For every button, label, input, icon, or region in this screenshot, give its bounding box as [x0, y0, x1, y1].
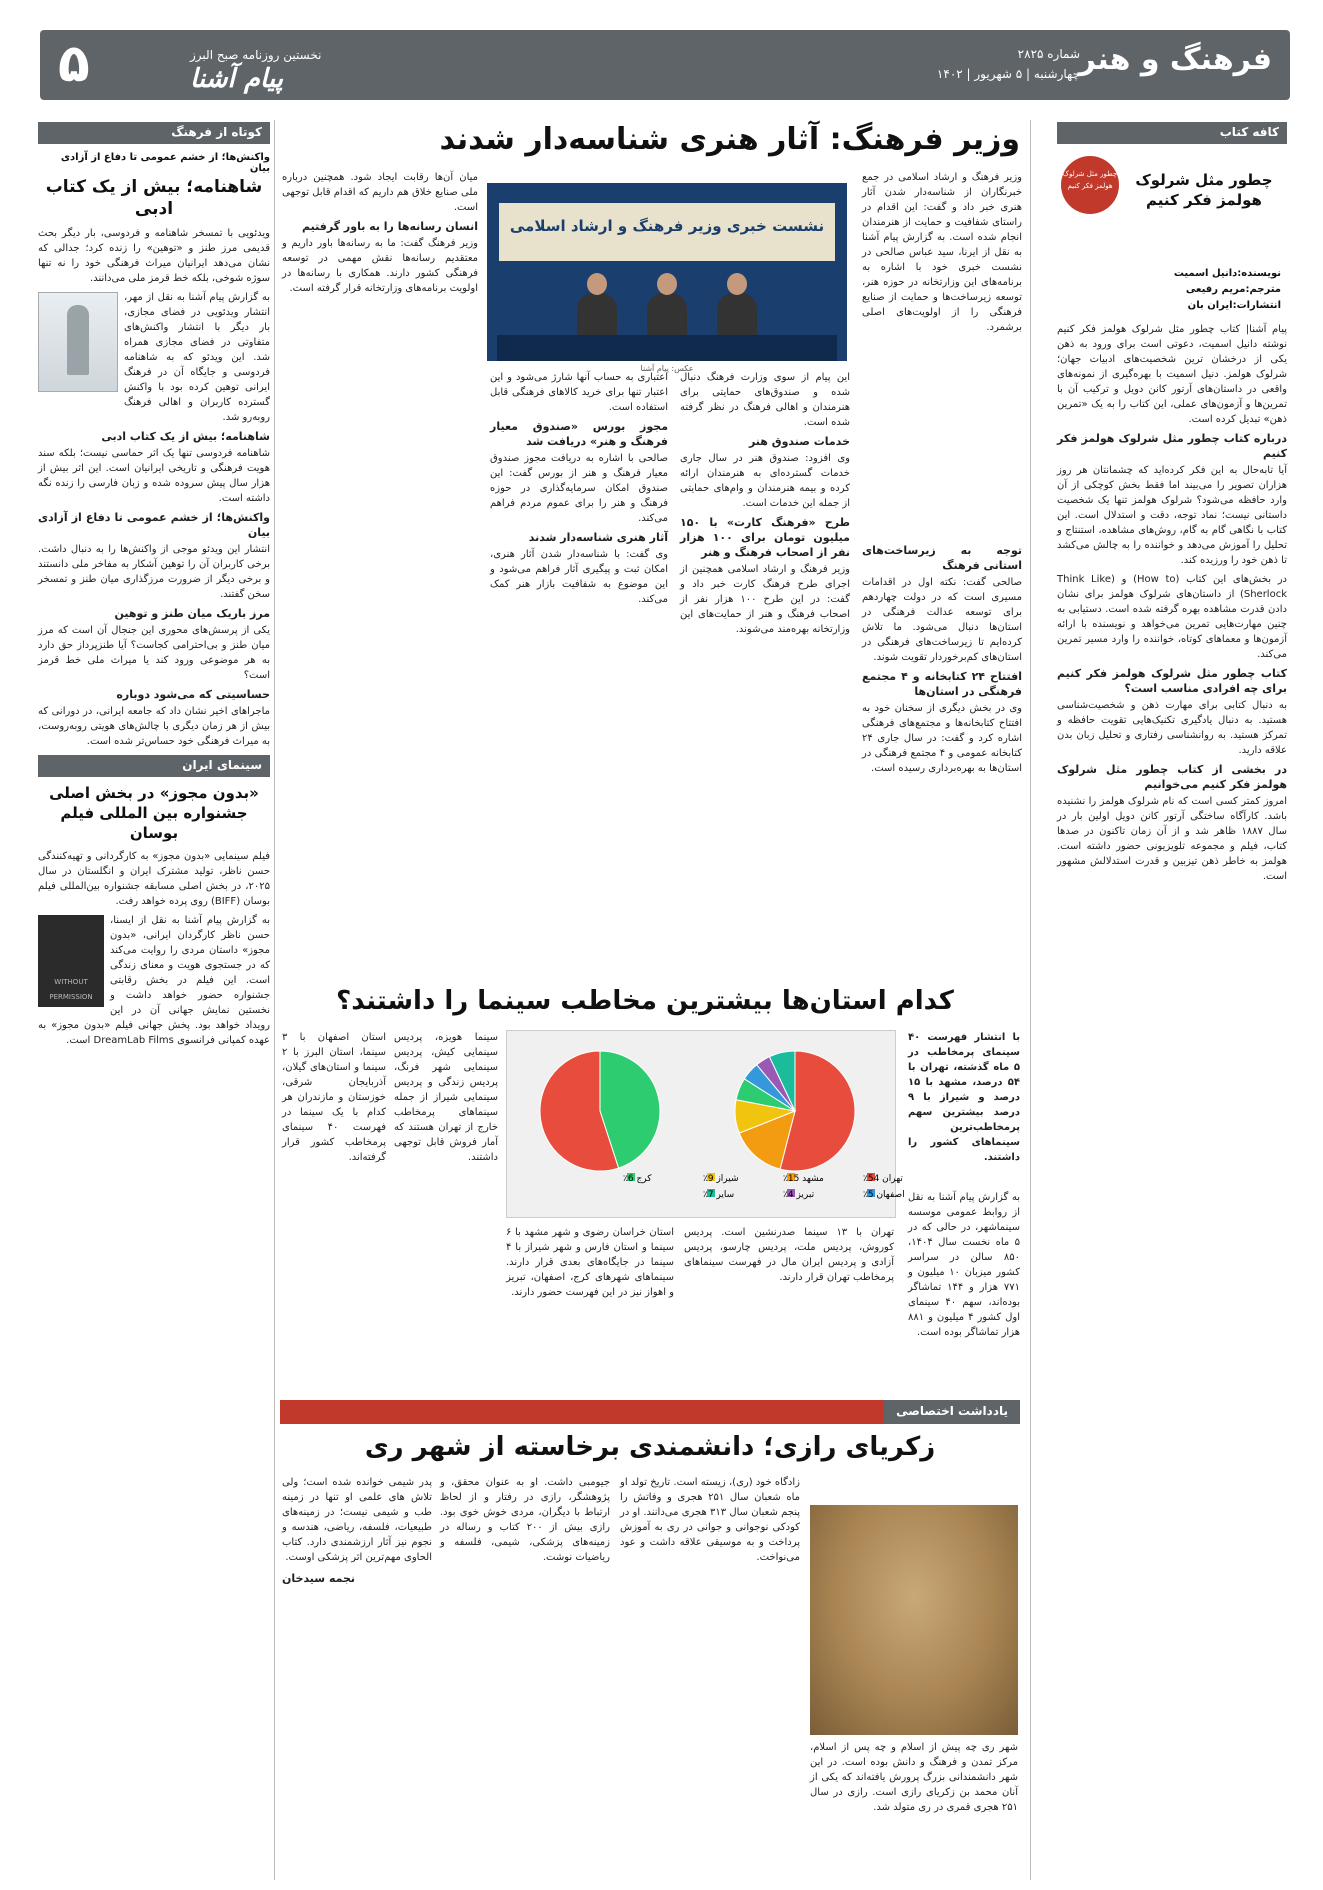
iran-cinema-heading: سینمای ایران	[38, 755, 270, 777]
shahnameh-subheading: حساسیتی که می‌شود دوباره	[116, 688, 270, 701]
person-head	[587, 273, 607, 295]
cinema-charts	[506, 1030, 905, 1218]
column-divider	[274, 120, 275, 1880]
shahnameh-kicker: واکنش‌ها؛ از خشم عمومی تا دفاع از آزادی بیان	[60, 152, 270, 174]
shahnameh-title: شاهنامه؛ بیش از یک کتاب ادبی	[45, 177, 263, 219]
shahnameh-body	[38, 226, 270, 749]
main-paragraph: وی در بخش دیگری از سخنان خود به افتتاح کتابخانه‌ها و مجتمع‌های فرهنگی اشاره کرد و گفت: در سال جاری ۲۴ کتابخانه عمومی و ۴ مجتمع فرهنگی در استان‌ها به بهره‌برداری رسیده است.	[862, 703, 1022, 774]
cinema-paragraph: سینما هویزه، پردیس سینمایی کیش، پردیس سینمایی شهر فرنگ، پردیس زندگی و پردیس سینمایی شیراز از جمله سینماهای پرمخاطب خارج از تهران هستند که آمار فروش قابل توجهی داشتند.	[394, 1032, 498, 1163]
ferdowsi-statue-image	[38, 292, 118, 392]
book-subheading: درباره کتاب چطور مثل شرلوک هولمز فکر کنیم	[1057, 432, 1287, 460]
shahnameh-paragraph: یکی از پرسش‌های محوری این جنجال آن است که مرز میان طنز و بی‌احترامی کجاست؟ آیا طنزپرداز حق دارد به هر موضوعی ورود کند یا میراث ملی خط قرمز است؟	[38, 625, 270, 681]
main-subheading: طرح «فرهنگ کارت» با ۱۵۰ میلیون تومان برای ۱۰۰ هزار نفر از اصحاب فرهنگ و هنر	[680, 516, 850, 559]
main-paragraph: وی افزود: صندوق هنر در سال جاری خدمات گسترده‌ای به هنرمندان ارائه کرده و بیمه هنرمندان و وام‌های حمایتی از جمله این خدمات است.	[680, 453, 850, 509]
main-paragraph: وی گفت: با شناسه‌دار شدن آثار هنری، امکان ثبت و پیگیری آثار فراهم می‌شود و این موضوع به شفافیت بازار هنر کمک می‌کند.	[490, 549, 668, 605]
press-conference-photo	[487, 183, 847, 361]
razi-column-1	[810, 1740, 1018, 1880]
shahnameh-paragraph: ماجراهای اخیر نشان داد که جامعه ایرانی، در دورانی که بیش از هر زمان دیگری با چالش‌های هویتی روبه‌روست، به میراث فرهنگی خود حساس‌تر شده است.	[38, 706, 270, 747]
shahnameh-paragraph: شاهنامه فردوسی تنها یک اثر حماسی نیست؛ بلکه سند هویت فرهنگی و تاریخی ایرانیان است. این اثر بیش از هزار سال پیش سروده شده و زبان فارسی را زنده نگه داشته است.	[38, 448, 270, 504]
cinema-headline: کدام استان‌ها بیشترین مخاطب سینما را داشتند؟	[336, 986, 954, 1016]
person-head	[657, 273, 677, 295]
shahnameh-subheading: واکنش‌ها؛ از خشم عمومی تا دفاع از آزادی بیان	[38, 511, 270, 539]
legend-label: کرج 6٪	[623, 1174, 652, 1184]
photo-people	[487, 281, 847, 361]
short-news-heading: کوتاه از فرهنگ	[38, 122, 270, 144]
razi-column-2	[620, 1475, 800, 1855]
book-subheading: کتاب چطور مثل شرلوک هولمز فکر کنیم برای چه افرادی مناسب است؟	[1057, 667, 1287, 695]
book-body	[1057, 322, 1287, 884]
book-header	[1057, 152, 1287, 262]
column-divider	[1030, 120, 1031, 1880]
razi-author: نجمه سیدخان	[282, 1572, 356, 1585]
razi-paragraph: جیومبی داشت. او به عنوان محقق، و پژوهشگر، رازی در رفتار و از لحاظ ارتباط با دیگران، مردی خوش خوی بود. رازی بیش از ۲۰۰ کتاب و رساله در زمینه‌های پزشکی، شیمی، فلسفه و ریاضیات نوشت.	[440, 1477, 610, 1563]
person-head	[727, 273, 747, 295]
busan-title: «بدون مجوز» در بخش اصلی جشنواره بین المللی فیلم بوسان	[49, 784, 259, 842]
main-subheading: مجوز بورس «صندوق معیار فرهنگ و هنر» دریافت شد	[490, 420, 668, 448]
main-paragraph: صالحی گفت: نکته اول در اقدامات مسیری است که در دولت چهاردهم برای توسعه عدالت فرهنگی در استان‌ها دنبال می‌شود. ما تلاش کرده‌ایم تا زیرساخت‌های فرهنگی در استان‌های کم‌برخوردار تقویت شوند.	[862, 577, 1022, 663]
razi-paragraph: پدر شیمی خوانده شده است؛ ولی تلاش های علمی او تنها در زمینه طب و شیمی نیست؛ در زمینه‌های طبیعیات، فلسفه، ریاضی، هندسه و نجوم نیز آثار ارزشمندی دارد. کتاب الحاوی مهم‌ترین اثر پزشکی اوست.	[282, 1477, 432, 1563]
issue-number: شماره ۲۸۲۵	[1017, 47, 1080, 61]
razi-column-4	[282, 1475, 432, 1855]
main-subheading: خدمات صندوق هنر	[748, 435, 850, 448]
busan-paragraph: به گزارش پیام آشنا به نقل از ایسنا، حسن ناظر کارگردان ایرانی، «بدون مجوز» داستان مردی را روایت می‌کند که در جستجوی هویت و معنای زندگی است. این فیلم در بخش رقابتی جشنواره حضور خواهد داشت و نخستین نمایش جهانی آن در این رویداد خواهد بود. پخش جهانی فیلم «بدون مجوز» به عهده کمپانی فرانسوی DreamLab Films است.	[38, 915, 270, 1046]
razi-title: زکریای رازی؛ دانشمندی برخاسته از شهر ری	[364, 1432, 936, 1462]
legend-label: اصفهان 5٪	[863, 1190, 905, 1200]
razi-column-3	[440, 1475, 610, 1855]
main-column-2	[680, 370, 850, 780]
main-subheading: توجه به زیرساخت‌های استانی فرهنگ	[862, 544, 1022, 572]
main-column-3	[490, 370, 668, 780]
book-paragraph: امروز کمتر کسی است که نام شرلوک هولمز را نشنیده باشد. کارآگاه ساختگی آرتور کانن دویل اولین بار در سال ۱۸۸۷ ظاهر شد و از آن زمان تاکنون در صدها کتاب، فیلم و مجموعه تلویزیونی حضور داشته است. هولمز به خاطر ذهن تیزبین و قدرت استدلالش مشهور است.	[1057, 796, 1287, 882]
main-paragraph: میان آن‌ها رقابت ایجاد شود. همچنین درباره ملی صنایع خلاق هم داریم که اقدام قابل توجهی است.	[282, 172, 478, 213]
page-header	[40, 30, 1290, 100]
main-column-4	[282, 170, 478, 782]
person-figure	[717, 293, 757, 339]
shahnameh-subheading: مرز باریک میان طنز و توهین	[114, 607, 270, 620]
cinema-paragraph: تهران با ۱۳ سینما صدرنشین است. پردیس کوروش، پردیس ملت، پردیس چارسو، پردیس آزادی و پردیس ایران مال در فهرست سینماهای پرمخاطب تهران قرار دارند.	[684, 1227, 894, 1283]
razi-portrait-image	[810, 1505, 1018, 1735]
legend-label: سایر 7٪	[703, 1190, 735, 1200]
razi-paragraph: زادگاه خود (ری)، زیسته است. تاریخ تولد او ماه شعبان سال ۲۵۱ هجری و وفاتش را پنجم شعبان سال ۳۱۳ هجری می‌دانند. او در کودکی نوجوانی و جوانی در ری به آموزش پرداخت و به موسیقی علاقه داشت و عود می‌نواخت.	[620, 1477, 801, 1563]
cinema-lead: با انتشار فهرست ۴۰ سینمای پرمخاطب در ۵ ماه گذشته، تهران با ۵۴ درصد، مشهد با ۱۵ درصد و شیراز با ۹ درصد بیشترین سهم پرمخاطب‌ترین سینماهای کشور را داشتند.	[908, 1032, 1020, 1163]
cinema-paragraph: استان خراسان رضوی و شهر مشهد با ۶ سینما و استان فارس و شهر شیراز با ۴ سینما در جایگاه‌های بعدی قرار دارند. سینماهای شهرهای کرج، اصفهان، تبریز و اهواز نیز در این فهرست حضور دارند.	[506, 1227, 674, 1298]
main-column-1	[862, 170, 1022, 782]
shahnameh-subheading: شاهنامه؛ بیش از یک کتاب ادبی	[101, 430, 270, 443]
photo-banner-text: نشست خبری وزیر فرهنگ و ارشاد اسلامی	[499, 203, 835, 261]
book-title: چطور مثل شرلوک هولمز فکر کنیم	[1135, 171, 1273, 209]
book-cafe-column	[1057, 122, 1287, 1682]
short-news-column	[38, 122, 270, 1792]
main-paragraph: این پیام از سوی وزارت فرهنگ دنبال شده و صندوق‌های حمایتی برای هنرمندان و اهالی فرهنگ در نظر گرفته شده است.	[680, 372, 850, 428]
exclusive-note-bar	[280, 1400, 1020, 1424]
main-paragraph: وزیر فرهنگ گفت: ما به رسانه‌ها باور داریم و معتقدیم رسانه‌ها نقش مهمی در توسعه فرهنگی کشور دارند. همکاری با رسانه‌ها در اولویت برنامه‌های وزارتخانه قرار گرفته است.	[282, 238, 478, 294]
busan-lead: فیلم سینمایی «بدون مجوز» به کارگردانی و تهیه‌کنندگی حسن ناظر، تولید مشترک ایران و انگلستان در سال ۲۰۲۵، در بخش اصلی مسابقه جشنواره بین‌المللی فیلم بوسان (BIFF) روی پرده خواهد رفت.	[38, 851, 270, 907]
exclusive-note-tag: یادداشت اختصاصی	[884, 1400, 1020, 1424]
main-paragraph: صالحی با اشاره به دریافت مجوز صندوق معیار فرهنگ و هنر از بورس گفت: این صندوق امکان سرمایه‌گذاری در حوزه فرهنگ و هنر را برای عموم مردم فراهم می‌کند.	[490, 453, 668, 524]
razi-paragraph: شهر ری چه پیش از اسلام و چه پس از اسلام، مرکز تمدن و فرهنگ و دانش بوده است. در این شهر دانشمندانی بزرگ پرورش یافته‌اند که یکی از آنان محمد بن زکریای رازی است. رازی در سال ۲۵۱ هجری قمری در ری متولد شد.	[810, 1742, 1018, 1813]
book-meta: نویسنده:دانیل اسمیت مترجم:مریم رفیعی انتشارات:ایران بان	[1173, 268, 1281, 311]
tagline: نخستین روزنامه صبح البرز	[190, 48, 322, 62]
pie-chart-provinces	[735, 1051, 855, 1171]
legend-label: تبریز 4٪	[783, 1190, 815, 1200]
cinema-paragraph: استان اصفهان با ۳ سینما، استان البرز با ۲ سینما و استان‌های گیلان، آذربایجان شرقی، خوزستان و مازندران هر کدام با یک سینما در فهرست ۴۰ سینمای پرمخاطب کشور قرار گرفته‌اند.	[282, 1032, 386, 1163]
main-subheading: افتتاح ۲۴ کتابخانه و ۴ مجتمع فرهنگی در استان‌ها	[862, 670, 1022, 698]
conference-table	[497, 335, 837, 361]
book-paragraph: به دنبال کتابی برای مهارت ذهن و شخصیت‌شناسی هستید. به دنبال یادگیری تکنیک‌هایی تقویت حافظه و تمرکز هستید. به روانشناسی رفتاری و تحلیل زبان بدن علاقه دارید.	[1057, 700, 1287, 756]
book-subheading: در بخشی از کتاب چطور مثل شرلوک هولمز فکر کنیم می‌خوانیم	[1057, 763, 1287, 791]
photo-caption: عکس: پیام آشنا	[640, 364, 694, 373]
person-figure	[577, 293, 617, 339]
main-headline: وزیر فرهنگ: آثار هنری شناسه‌دار شدند	[439, 122, 1020, 157]
person-figure	[647, 293, 687, 339]
main-paragraph: اعتباری به حساب آنها شارژ می‌شود و این اعتبار تنها برای خرید کالاهای فرهنگی قابل استفاده است.	[490, 372, 668, 413]
issue-info	[937, 44, 1080, 84]
shahnameh-paragraph: انتشار این ویدئو موجی از واکنش‌ها را به دنبال داشت. برخی کاربران آن را توهین آشکار به مفاخر ملی دانستند و برخی دیگر از ضرورت مرزگذاری میان طنز و تمسخر سخن گفتند.	[38, 544, 270, 600]
legend-label: مشهد 15٪	[783, 1174, 824, 1184]
main-subheading: آثار هنری شناسه‌دار شدند	[528, 531, 668, 544]
page-number: ۵	[58, 34, 90, 94]
book-paragraph: پیام آشنا| کتاب چطور مثل شرلوک هولمز فکر کنیم نوشته دانیل اسمیت، دعوتی است برای ورود به ذهن یکی از درخشان ترین شخصیت‌های ادبیات جهان؛ شرلوک هولمز. دنیل اسمیت با بهره‌گیری از نمونه‌های واقعی در داستان‌های آرتور کانن دویل و ترکیب آن با تمرین‌ها و آزمون‌های عملی، این کتاب را به یک «تمرین ذهن» تبدیل کرده است.	[1057, 324, 1287, 425]
cinema-charts-svg	[505, 1031, 905, 1219]
main-subheading: انسان رسانه‌ها را به باور گرفتیم	[302, 220, 478, 233]
book-paragraph: در بخش‌های این کتاب (How to) و (Think Like Sherlock) از داستان‌های شرلوک هولمز برای نشان دادن قدرت مشاهده بهره گرفته شده است. دستیابی به چنین مهارت‌هایی تمرین می‌خواهد و نویسنده با ارائه آزمون‌ها و معماهای کوتاه، خواننده را وارد مسیر تمرین می‌کند.	[1057, 574, 1287, 660]
shahnameh-lead: ویدئویی با تمسخر شاهنامه و فردوسی، بار دیگر بحث قدیمی مرز طنز و «توهین» را زنده کرد؛ جدالی که نشان می‌دهد ایرانیان میراث فرهنگی خود را نه تنها سوژه شوخی، بلکه خط قرمز ملی می‌دانند.	[38, 228, 270, 284]
pie-chart-top40	[540, 1051, 660, 1171]
main-paragraph: وزیر فرهنگ و ارشاد اسلامی در جمع خبرنگاران از شناسه‌دار شدن آثار هنری خبر داد و گفت: این اقدام در راستای شفافیت و حمایت از هنرمندان انجام شده است. به گزارش پیام آشنا به نقل از ایرنا، سید عباس صالحی در نشست خبری خود با اشاره به برنامه‌های این وزارتخانه در حوزه هنر، توسعه زیرساخت‌ها و حمایت از صنایع فرهنگی را از اولویت‌های اصلی برشمرد.	[862, 172, 1022, 333]
section-title: فرهنگ و هنر	[1078, 42, 1272, 77]
busan-body	[38, 849, 270, 1048]
shahnameh-paragraph: به گزارش پیام آشنا به نقل از مهر، انتشار ویدئویی در فضای مجازی، بار دیگر با انتشار واکنش‌های متفاوتی در فضای مجازی همراه شد. این ویدئو که به شاهنامه فردوسی و جایگاه آن در فرهنگ ایرانی توهین کرده بود با واکنش گسترده کاربران و اهالی فرهنگ روبه‌رو شد.	[124, 292, 270, 423]
film-poster-image: WITHOUT PERMISSION	[38, 915, 104, 1007]
issue-date: چهارشنبه | ۵ شهریور | ۱۴۰۲	[936, 67, 1080, 81]
main-paragraph: وزیر فرهنگ و ارشاد اسلامی همچنین از اجرای طرح فرهنگ کارت خبر داد و گفت: در این طرح ۱۰۰ هزار نفر از اصحاب فرهنگ و هنر از حمایت‌های این وزارتخانه بهره‌مند می‌شوند.	[680, 564, 850, 635]
legend-label: شیراز 9٪	[703, 1174, 739, 1184]
book-paragraph: آیا تابه‌حال به این فکر کرده‌اید که چشمانتان هر روز هزاران تصویر را می‌بیند اما فقط بخش کوچکی از آن وارد حافظه می‌شود؟ شرلوک هولمز تنها یک شخصیت داستانی نیست؛ نماد توجه، دقت و استدلال است. این کتاب با نگاهی گام به گام، روش‌های مشاهده، استنتاج و تحلیل را آموزش می‌دهد و خواننده را به چالش می‌کشد تا ذهن خود را ورزیده کند.	[1057, 465, 1287, 566]
book-cafe-heading: کافه کتاب	[1057, 122, 1287, 144]
cinema-paragraph: به گزارش پیام آشنا به نقل از روابط عمومی موسسه سینماشهر، در حالی که در ۵ ماه نخست سال ۱۴۰۴، ۸۵۰ سالن در سراسر کشور میزبان ۱۰ میلیون و ۷۷۱ هزار و ۱۴۴ تماشاگر بوده‌اند، سهم ۴۰ سینمای اول کشور ۴ میلیون و ۸۸۱ هزار تماشاگر بوده است.	[908, 1192, 1021, 1338]
pie-legend-provinces	[623, 1173, 905, 1200]
legend-label: تهران 54٪	[863, 1174, 903, 1184]
newspaper-logo: پیام آشنا	[190, 64, 283, 94]
book-cover-image: چطور مثل شرلوک هولمز فکر کنیم	[1061, 156, 1119, 214]
